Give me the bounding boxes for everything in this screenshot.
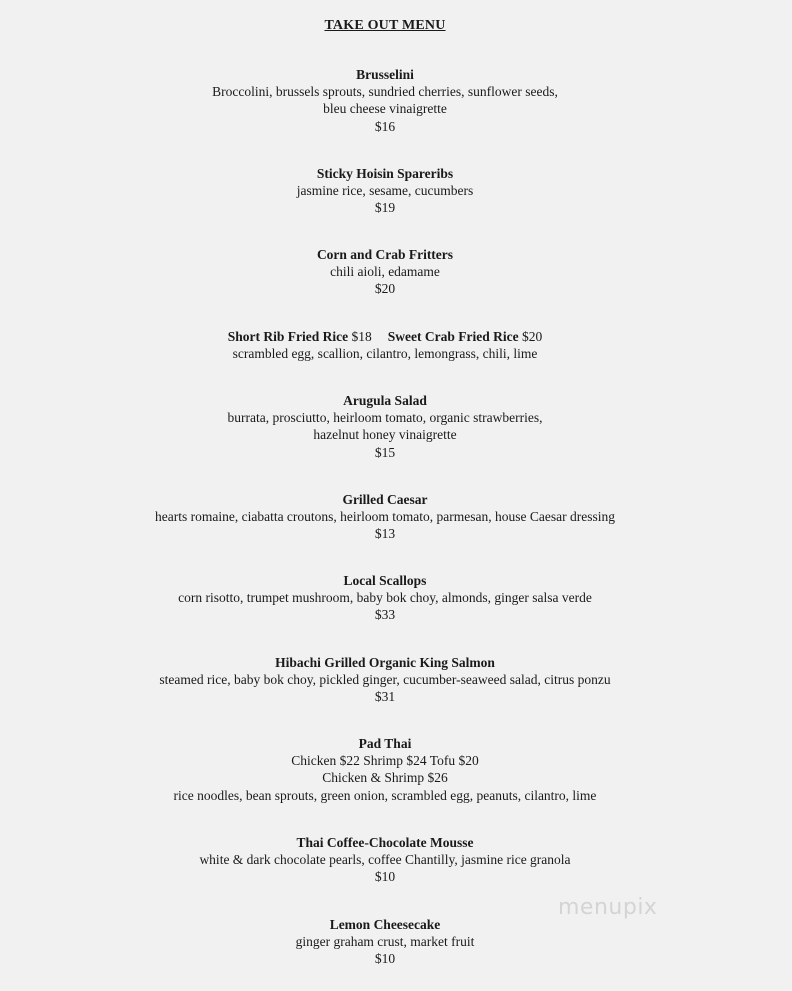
item-price: $10 xyxy=(374,951,396,967)
item-name: Hibachi Grilled Organic King Salmon xyxy=(275,655,495,670)
item-description: chili aioli, edamame xyxy=(330,264,440,280)
menu-item-pad-thai xyxy=(0,735,770,804)
menu-item-grilled-caesar xyxy=(0,491,770,543)
item-description: ginger graham crust, market fruit xyxy=(295,934,475,950)
menu-title: TAKE OUT MENU xyxy=(324,18,446,33)
item-name: Grilled Caesar xyxy=(342,492,428,507)
item-price: $20 xyxy=(374,281,396,297)
menu-item-lemon-cheesecake xyxy=(0,916,770,968)
item-price-options: Chicken & Shrimp $26 xyxy=(322,770,448,786)
menu-item-spareribs xyxy=(0,165,770,217)
item-name: Pad Thai xyxy=(358,736,412,751)
item-price: $19 xyxy=(374,200,396,216)
item-name: Sticky Hoisin Spareribs xyxy=(316,166,454,181)
item-name: Sweet Crab Fried Rice xyxy=(387,329,519,344)
menu-item-local-scallops xyxy=(0,572,770,624)
item-description: Broccolini, brussels sprouts, sundried cherries, sunflower seeds, xyxy=(212,84,558,100)
item-price-options: Chicken $22 Shrimp $24 Tofu $20 xyxy=(291,753,479,769)
menu-item-king-salmon xyxy=(0,654,770,706)
item-price: $16 xyxy=(374,118,396,134)
item-description: steamed rice, baby bok choy, pickled ginger, cucumber-seaweed salad, citrus ponzu xyxy=(159,672,611,688)
menu-item-chocolate-mousse xyxy=(0,834,770,886)
menu-item-arugula-salad xyxy=(0,392,770,461)
item-price: $13 xyxy=(374,526,396,542)
item-price: $20 xyxy=(521,329,543,344)
item-description: white & dark chocolate pearls, coffee Chantilly, jasmine rice granola xyxy=(199,852,571,868)
item-description: scrambled egg, scallion, cilantro, lemongrass, chili, lime xyxy=(232,346,538,362)
item-description: hearts romaine, ciabatta croutons, heirloom tomato, parmesan, house Caesar dressing xyxy=(155,509,615,525)
item-description: corn risotto, trumpet mushroom, baby bok choy, almonds, ginger salsa verde xyxy=(178,590,592,606)
item-price: $15 xyxy=(374,444,396,460)
item-price: $33 xyxy=(374,607,396,623)
menu-item-fritters xyxy=(0,246,770,298)
item-name: Thai Coffee-Chocolate Mousse xyxy=(296,835,474,850)
item-description: hazelnut honey vinaigrette xyxy=(313,427,457,443)
menu-item-fried-rice xyxy=(0,328,770,362)
item-price: $18 xyxy=(351,329,372,344)
fried-rice-names xyxy=(0,328,770,345)
item-price: $31 xyxy=(374,689,396,705)
item-name: Arugula Salad xyxy=(343,393,427,408)
item-name: Short Rib Fried Rice xyxy=(227,329,349,344)
item-description: rice noodles, bean sprouts, green onion, scrambled egg, peanuts, cilantro, lime xyxy=(173,787,597,803)
item-description: burrata, prosciutto, heirloom tomato, organic strawberries, xyxy=(227,410,543,426)
item-price: $10 xyxy=(374,869,396,885)
item-name: Corn and Crab Fritters xyxy=(316,247,454,262)
item-name: Brusselini xyxy=(356,67,414,82)
item-description: bleu cheese vinaigrette xyxy=(323,101,447,117)
item-name: Local Scallops xyxy=(343,573,427,588)
menu-item-brusselini xyxy=(0,66,770,135)
item-description: jasmine rice, sesame, cucumbers xyxy=(296,183,474,199)
watermark-logo: menupix xyxy=(558,895,658,920)
item-name: Lemon Cheesecake xyxy=(329,917,441,932)
